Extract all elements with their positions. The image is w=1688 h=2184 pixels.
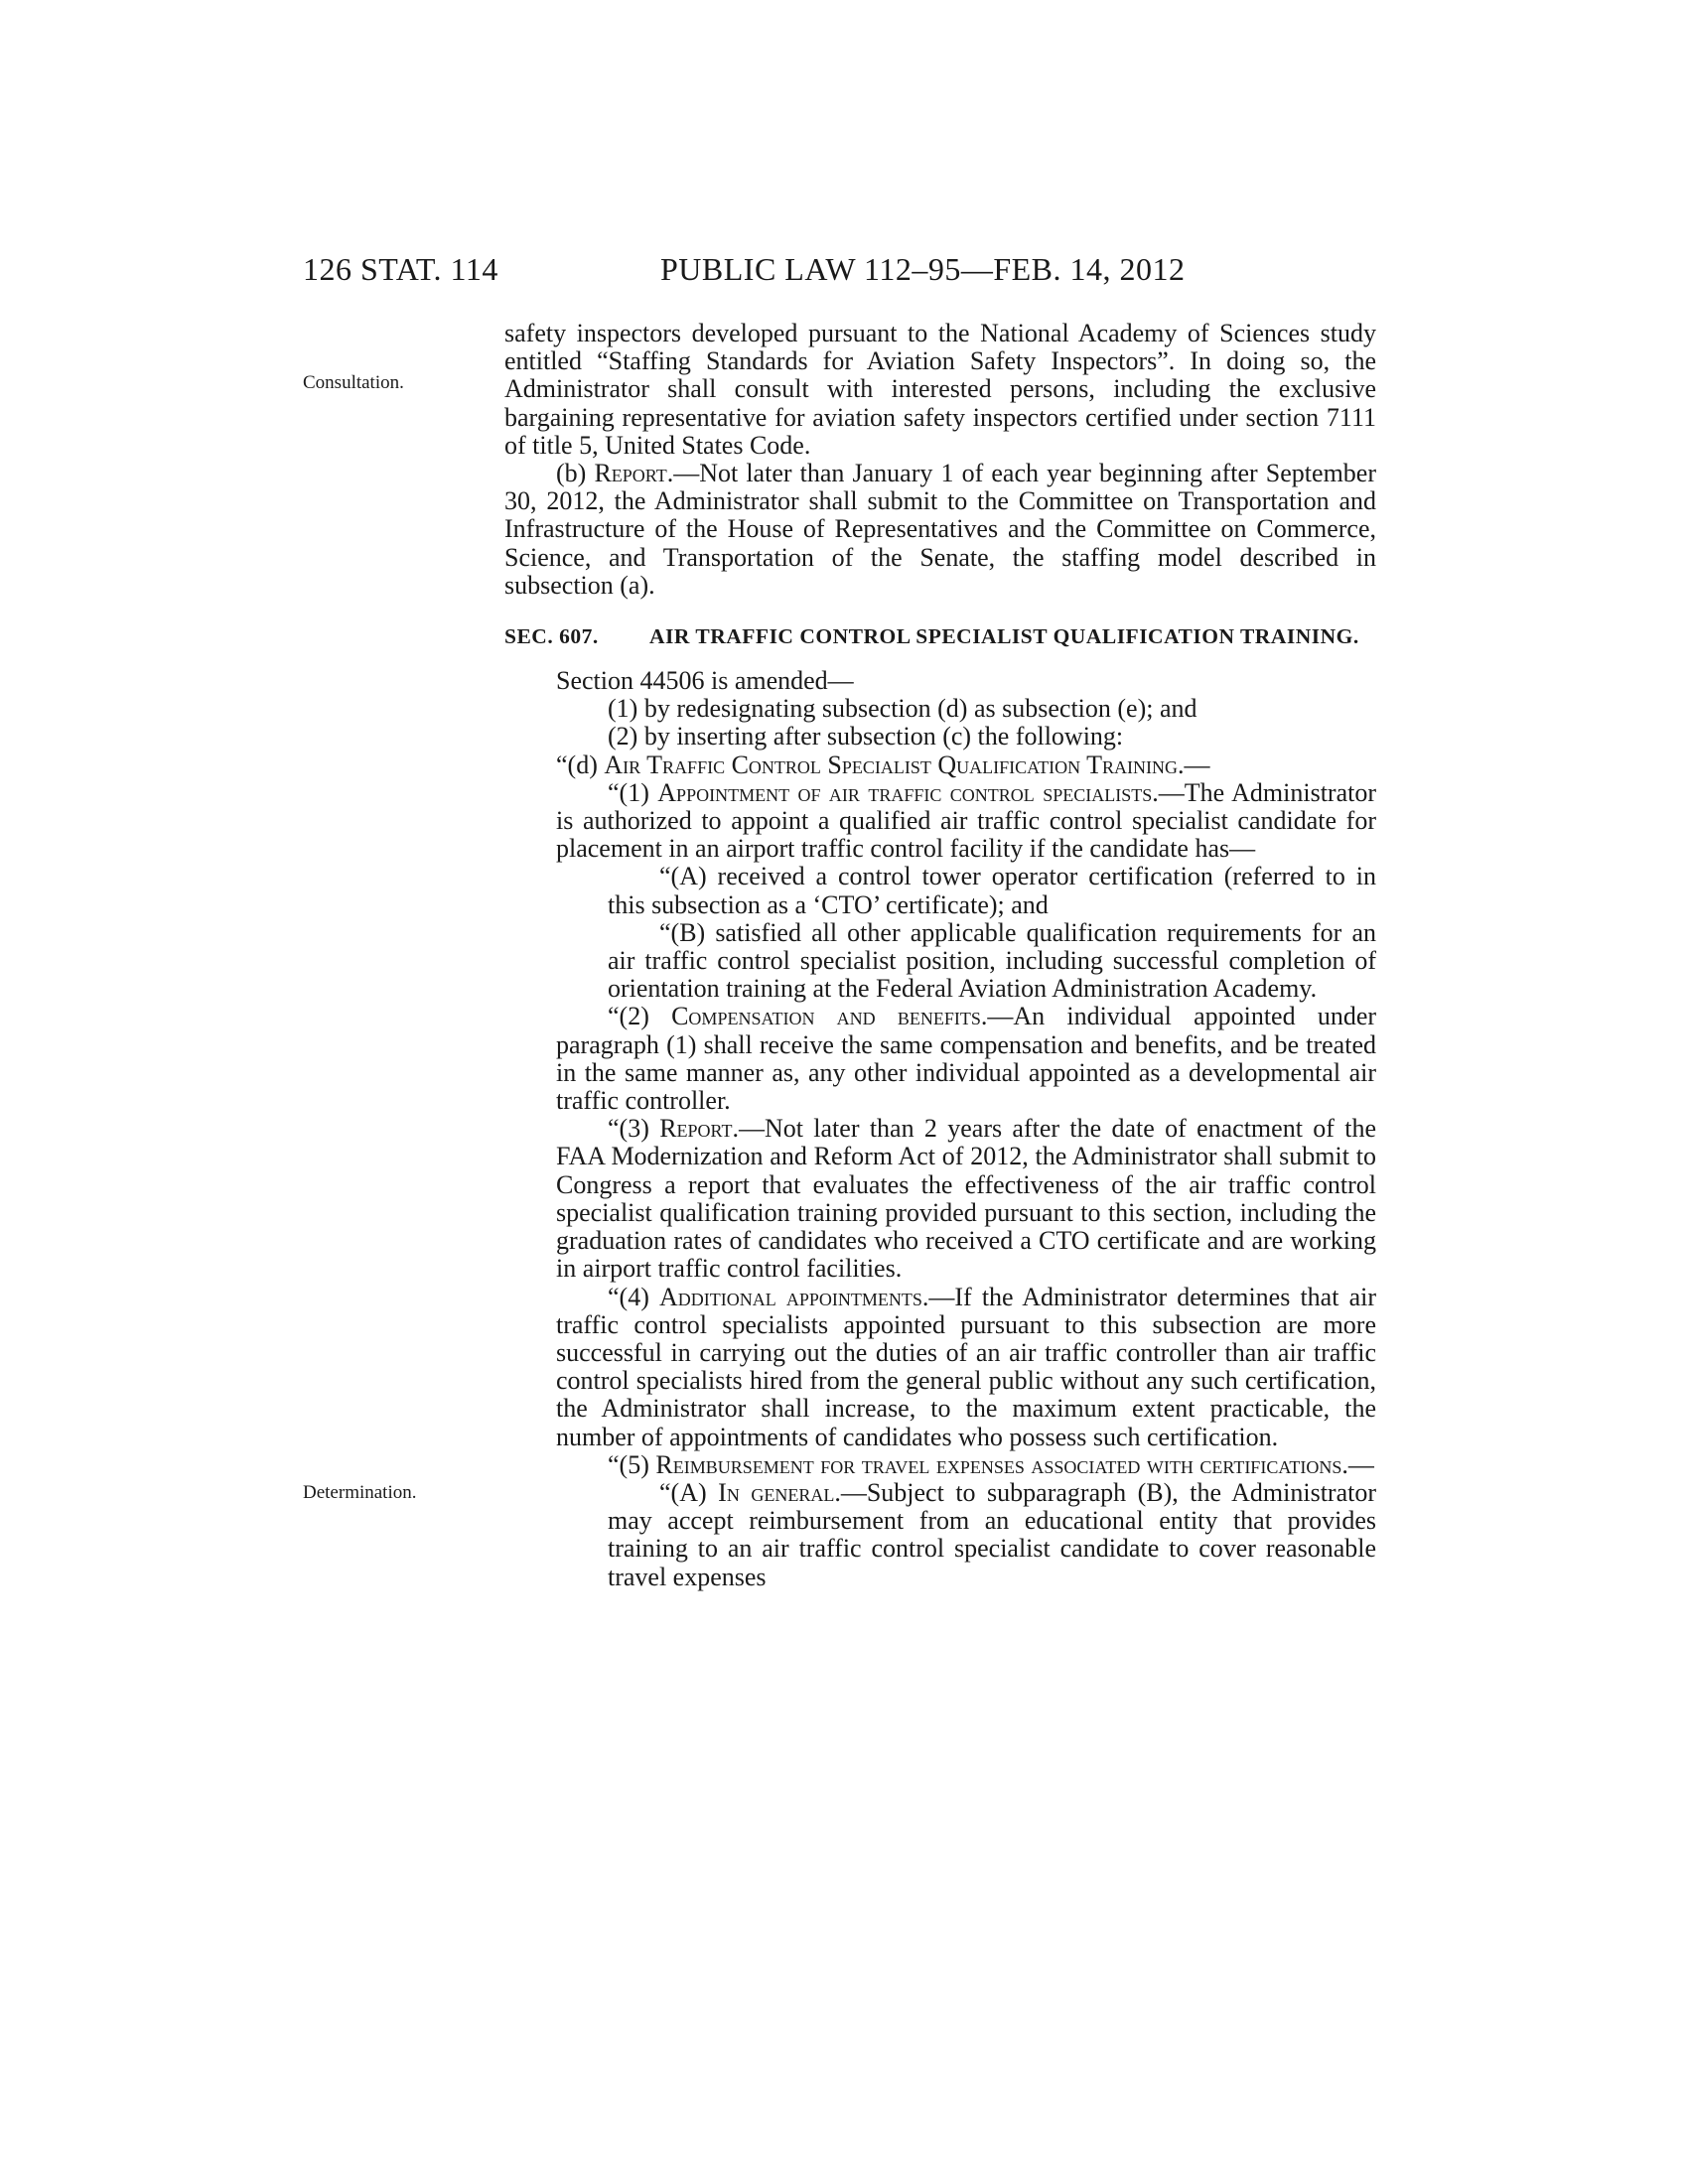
subsection-b-label: (b) — [556, 459, 595, 488]
subsection-b — [504, 460, 1376, 600]
subsection-d-heading: Air Traffic Control Specialist Qualification Training — [604, 750, 1179, 779]
amendment-item-1: (1) by redesignating subsection (d) as subsection (e); and — [608, 694, 1197, 724]
stat-page-number: 126 STAT. 114 — [303, 251, 498, 287]
paragraph-5-dash: .— — [1341, 1449, 1374, 1479]
subsection-d — [504, 751, 1376, 779]
section-title: AIR TRAFFIC CONTROL SPECIALIST QUALIFICATION TRAINING. — [649, 624, 1359, 649]
paragraph-2-text: .—An individual appointed under paragraph (1) shall receive the same compensation and benefits, and be treated in the same manner as, any other individual appointed as a developmental air traffic controller. — [556, 1002, 1377, 1116]
paragraph-1-label: “(1) — [608, 777, 658, 807]
paragraph-3-heading: Report — [659, 1114, 733, 1144]
paragraph-5 — [504, 1451, 1376, 1479]
paragraph-5-label: “(5) — [608, 1449, 656, 1479]
paragraph-3-text: .—Not later than 2 years after the date of enactment of the FAA Modernization and Reform Act of 2012, the Administrator shall submit to Congress a report that evaluates the effectiveness of the air traffic control specialist qualification training provided pursuant to this section, including the graduation rates of candidates who received a CTO certificate and are working in airport traffic control facilities. — [556, 1114, 1376, 1284]
paragraph-1-text: .—The Administrator is authorized to appoint a qualified air traffic control specialist candidate for placement in an airport traffic control facility if the candidate has— — [556, 777, 1376, 864]
paragraph-4-heading: Additional appointments — [658, 1282, 922, 1311]
paragraph-1-b: “(B) satisfied all other applicable qualification requirements for an air traffic control specialist position, including successful completion of orientation training at the Federal Aviation Administration Academy. — [608, 917, 1376, 1004]
subsection-d-dash: .— — [1178, 750, 1210, 779]
paragraph-1-a: “(A) received a control tower operator certification (referred to in this subsection as a ‘CTO’ certificate); and — [608, 862, 1376, 919]
paragraph-4-label: “(4) — [608, 1282, 659, 1311]
margin-note-determination: Determination. — [303, 1482, 417, 1503]
paragraph-2-label: “(2) — [608, 1002, 672, 1031]
paragraph-1 — [504, 779, 1376, 864]
body-text — [504, 320, 1376, 1591]
paragraph-5-a-text: .—Subject to subparagraph (B), the Administrator may accept reimbursement from an educational entity that provides training to an air traffic control specialist candidate to cover reasonable travel expenses — [608, 1477, 1377, 1591]
amendment-intro: Section 44506 is amended— — [556, 666, 854, 696]
section-number: SEC. 607. — [504, 624, 599, 649]
subsection-b-heading: Report — [594, 459, 667, 488]
paragraph-5-a — [504, 1479, 1376, 1591]
paragraph-4 — [504, 1284, 1376, 1451]
subsection-d-label: “(d) — [556, 750, 605, 779]
paragraph-1-heading: Appointment of air traffic control specialists — [657, 777, 1153, 807]
paragraph-2-heading: Compensation and benefits — [671, 1002, 981, 1031]
section-heading — [504, 622, 1376, 651]
amendment-item-2: (2) by inserting after subsection (c) the following: — [608, 722, 1124, 751]
paragraph-continued: safety inspectors developed pursuant to the National Academy of Sciences study entitled “Staffing Standards for Aviation Safety Inspectors”. In doing so, the Administrator shall consult with interested persons, including the exclusive bargaining representative for aviation safety inspectors certified under section 7111 of title 5, United States Code. — [504, 319, 1376, 460]
paragraph-4-text: .—If the Administrator determines that air traffic control specialists appointed pursuant to this subsection are more successful in carrying out the duties of an air traffic controller than air traffic control specialists hired from the general public without any such certification, the Administrator shall increase, to the maximum extent practicable, the number of appointments of candidates who possess such certification. — [556, 1282, 1376, 1451]
paragraph-2 — [504, 1003, 1376, 1115]
paragraph-3 — [504, 1115, 1376, 1283]
margin-note-consultation: Consultation. — [303, 372, 404, 393]
running-header: PUBLIC LAW 112–95—FEB. 14, 2012 — [660, 251, 1186, 287]
paragraph-3-label: “(3) — [608, 1114, 660, 1144]
subsection-b-text: .—Not later than January 1 of each year beginning after September 30, 2012, the Administrator shall submit to the Committee on Transportation and Infrastructure of the House of Representatives and the Committee on Commerce, Science, and Transportation of the Senate, the staffing model described in subsection (a). — [504, 459, 1376, 600]
paragraph-5-heading: Reimbursement for travel expenses associated with certifications — [655, 1449, 1342, 1479]
paragraph-5-a-heading: In general — [718, 1477, 835, 1507]
paragraph-5-a-label: “(A) — [659, 1477, 719, 1507]
